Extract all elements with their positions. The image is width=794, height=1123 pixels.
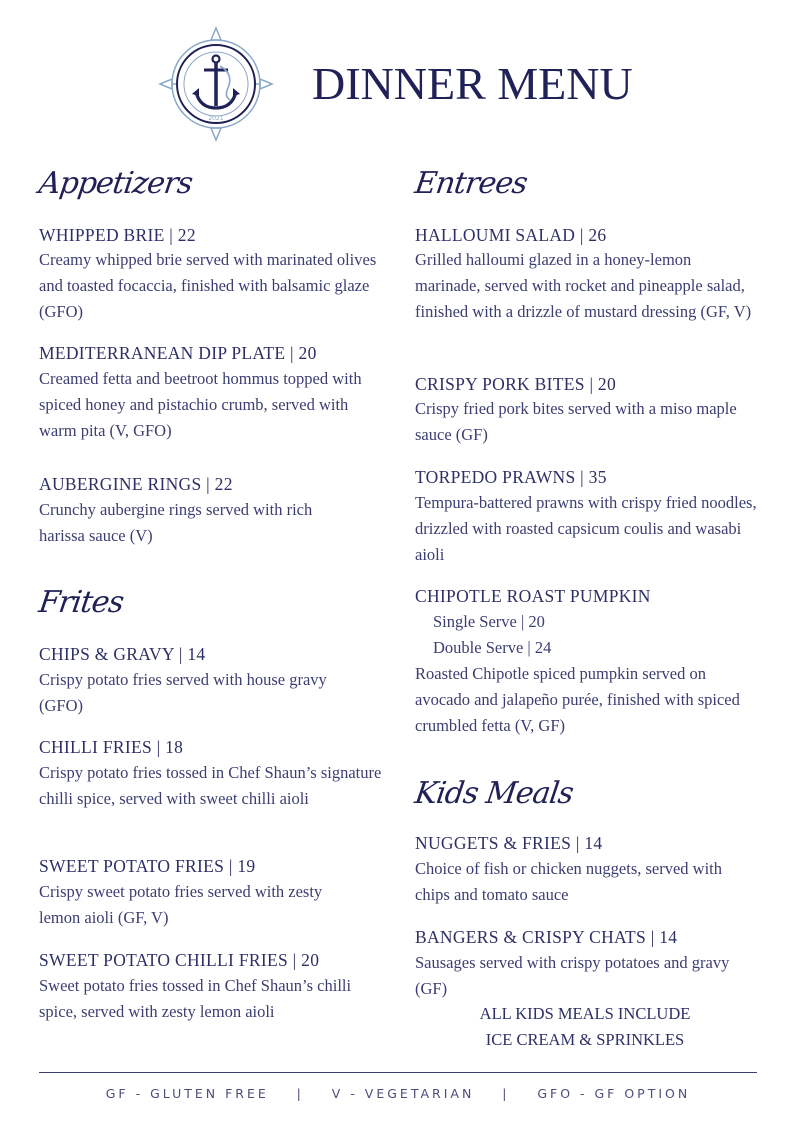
serve-option: Double Serve | 24	[433, 638, 552, 657]
menu-item-desc: Crispy potato fries tossed in Chef Shaun’s signature chilli spice, served with sweet chilli aioli	[39, 763, 382, 808]
menu-item-name: CHIPOTLE ROAST PUMPKIN	[415, 586, 651, 606]
menu-item-desc: Crunchy aubergine rings served with rich harissa sauce (V)	[39, 500, 313, 545]
menu-item-desc: Crispy potato fries served with house gravy (GFO)	[39, 670, 327, 715]
menu-item-desc: Grilled halloumi glazed in a honey-lemon marinade, served with rocket and pineapple salad, finished with a drizzle of mustard dressing (GF, V)	[415, 250, 752, 321]
serve-option: Single Serve | 20	[433, 612, 545, 631]
anchor-icon	[158, 26, 274, 142]
menu-item-desc: Creamy whipped brie served with marinated olives and toasted focaccia, finished with balsamic glaze (GFO)	[39, 250, 377, 321]
menu-item-name: CHILLI FRIES | 18	[39, 737, 184, 757]
anchor-compass-logo	[158, 26, 274, 142]
menu-item-name: WHIPPED BRIE | 22	[39, 225, 196, 245]
menu-item-name: SWEET POTATO CHILLI FRIES | 20	[39, 950, 320, 970]
menu-item-desc: Crispy sweet potato fries served with zesty lemon aioli (GF, V)	[39, 882, 323, 927]
kids-note-line: ICE CREAM & SPRINKLES	[485, 1030, 685, 1049]
menu-item-name: HALLOUMI SALAD | 26	[415, 225, 607, 245]
menu-item-name: BANGERS & CRISPY CHATS | 14	[415, 927, 678, 947]
menu-item-desc: Tempura-battered prawns with crispy fried noodles, drizzled with roasted capsicum coulis and wasabi aioli	[415, 493, 757, 564]
menu-item-desc: Crispy fried pork bites served with a miso maple sauce (GF)	[415, 399, 737, 444]
kids-note-line: ALL KIDS MEALS INCLUDE	[479, 1004, 691, 1023]
page-title: DINNER MENU	[312, 58, 633, 109]
entrees-heading: Entrees	[412, 166, 530, 201]
menu-item-name: AUBERGINE RINGS | 22	[39, 474, 233, 494]
menu-item-name: MEDITERRANEAN DIP PLATE | 20	[39, 343, 317, 363]
menu-item-desc: Choice of fish or chicken nuggets, served with chips and tomato sauce	[415, 859, 723, 904]
dietary-legend: GF - GLUTEN FREE | V - VEGETARIAN | GFO - GF OPTION	[105, 1086, 691, 1101]
menu-item-name: TORPEDO PRAWNS | 35	[415, 467, 607, 487]
footer-divider	[39, 1072, 757, 1073]
menu-item-desc: Sweet potato fries tossed in Chef Shaun’s chilli spice, served with zesty lemon aioli	[39, 976, 352, 1021]
kids-meals-heading: Kids Meals	[412, 776, 576, 811]
menu-item-desc: Sausages served with crispy potatoes and gravy (GF)	[415, 953, 730, 998]
menu-item-name: SWEET POTATO FRIES | 19	[39, 856, 256, 876]
menu-item-name: CRISPY PORK BITES | 20	[415, 374, 617, 394]
menu-item-name: CHIPS & GRAVY | 14	[39, 644, 206, 664]
menu-item-name: NUGGETS & FRIES | 14	[415, 833, 603, 853]
svg-text:2021: 2021	[208, 115, 224, 122]
menu-item-desc: Roasted Chipotle spiced pumpkin served on avocado and jalapeño purée, finished with spiced crumbled fetta (V, GF)	[415, 664, 740, 735]
menu-item-desc: Creamed fetta and beetroot hommus topped with spiced honey and pistachio crumb, served with warm pita (V, GFO)	[39, 369, 362, 440]
appetizers-heading: Appetizers	[36, 166, 195, 201]
frites-heading: Frites	[36, 585, 126, 620]
